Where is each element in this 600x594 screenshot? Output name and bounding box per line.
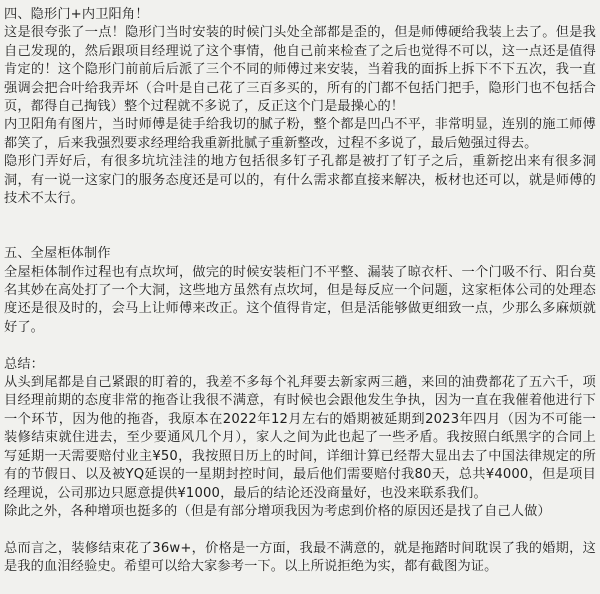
paragraph: 全屋柜体制作过程也有点坎坷，做完的时候安装柜门不平整、漏装了晾衣杆、一个门吸不行、阳台莫名其妙在高处打了一个大洞，这些地方虽然有点坎坷，但是每反应一个问题，这家柜体公司的处理态度还是很及时的，会马上让师傅来改正。这个值得肯定，但是活能够做更细致一点，少那么多麻烦就好了。: [4, 264, 596, 335]
section-cabinet: [4, 245, 596, 337]
paragraph: 除此之外，各种增项也挺多的（但是有部分增项我因为考虑到价格的原因还是找了自己人做）: [4, 503, 551, 519]
paragraph: 内卫阳角有图片，当时师傅是徒手给我切的腻子粉，整个都是凹凸不平，非常明显，连别的施工师傅都笑了，后来我强烈要求经理给我重新批腻子重新整改，过程不多说了，最后勉强过得去。: [4, 117, 596, 151]
paragraph: 隐形门弄好后，有很多坑坑洼洼的地方包括很多钉子孔都是被打了钉子之后，重新挖出来有很多洞洞，有一说一这家门的服务态度还是可以的，有什么需求都直接来解决，板材也还可以，就是师傅的技术不太行。: [4, 154, 596, 207]
blank-line: [4, 208, 596, 226]
blank-line: [4, 337, 596, 355]
blank-line: [4, 521, 596, 539]
paragraph: 这是很夸张了一点！隐形门当时安装的时候门头处全部都是歪的，但是师傅硬给我装上去了。但是我自己发现的，然后跟项目经理说了这个事情，他自己前来检查了之后也觉得不可以，这一点还是值得肯定的！这个隐形门前前后后派了三个不同的师傅过来安装，当着我的面拆上拆下不下五次，我一直强调会把合叶给我弄坏（合叶是自己花了三百多买的，所有的门都不包括门把手，隐形门也不包括合页，都得自己掏钱）整个过程就不多说了，反正这个门是最操心的！: [4, 25, 596, 115]
section-hidden-door: [4, 6, 596, 208]
section-summary: [4, 356, 596, 522]
blank-line: [4, 227, 596, 245]
section-conclusion: [4, 540, 596, 577]
paragraph: 总而言之，装修结束花了36w+，价格是一方面，我最不满意的，就是拖踏时间耽误了我的婚期，这是我的血泪经验史。希望可以给大家参考一下。以上所说拒绝为实，都有截图为证。: [4, 540, 596, 575]
section-heading: 五、全屋柜体制作: [4, 246, 111, 262]
paragraph: 从头到尾都是自己紧跟的盯着的，我差不多每个礼拜要去新家两三趟，来回的油费都花了五六千，项目经理前期的态度非常的拖沓让我很不满意，有时候也会跟他发生争执，因为一直在我催着他进行下一个环节，因为他的拖沓，我原本在2022年12月左右的婚期被延期到2023年四月（因为不可能一装修结束就住进去，至少要通风几个月），家人之间为此也起了一些矛盾。我按照白纸黑字的合同上写延期一天需要赔付业主¥50，我按照日历上的时间，详细计算已经帮大显出去了中国法律规定的所有的节假日、以及被YQ延误的一星期封控时间，最后他们需要赔付我80天，总共¥4000，但是项目经理说，公司那边只愿意提供¥1000，最后的结论还没商量好，也没来联系我们。: [4, 375, 596, 501]
section-heading: 四、隐形门+内卫阳角！: [4, 7, 149, 22]
section-heading: 总结：: [4, 356, 45, 372]
